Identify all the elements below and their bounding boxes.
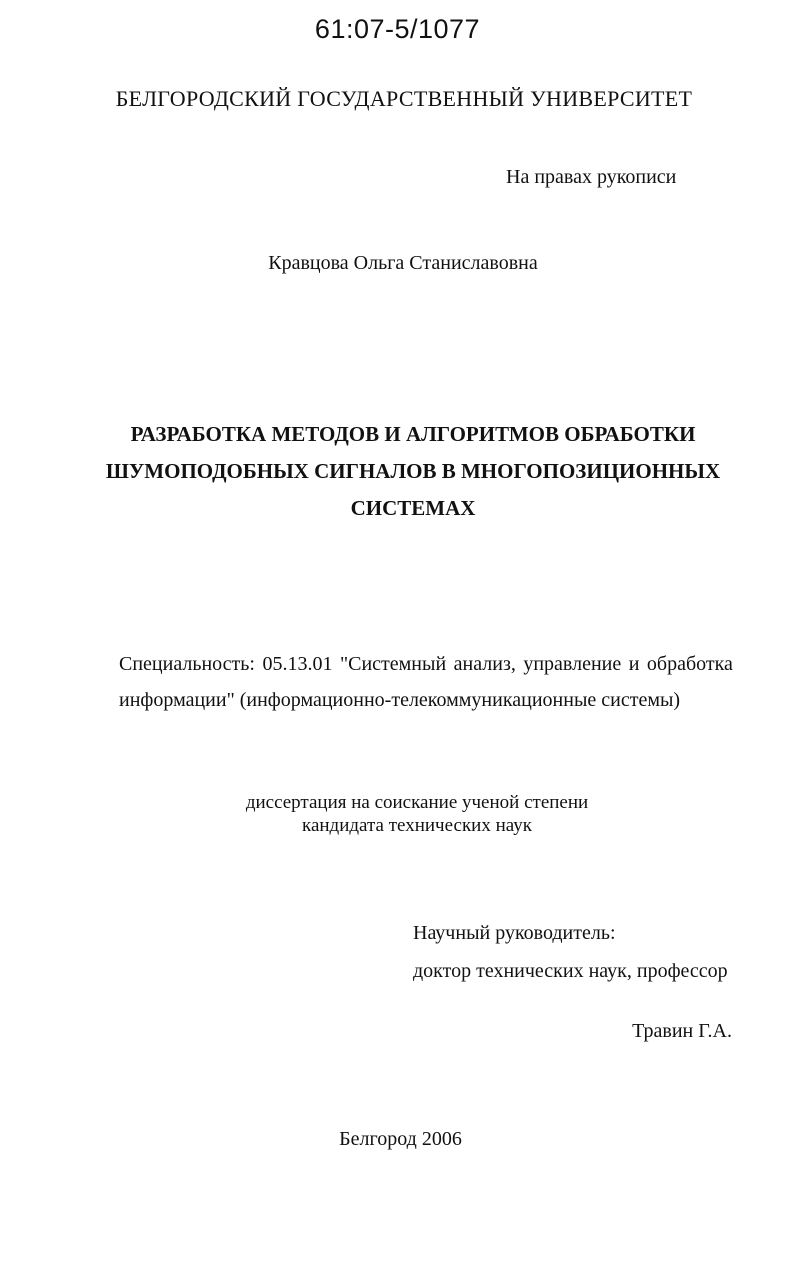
degree-line-2: кандидата технических наук (302, 815, 532, 836)
title-line: ШУМОПОДОБНЫХ СИГНАЛОВ В МНОГОПОЗИЦИОННЫХ (105, 459, 721, 483)
supervisor-label: Научный руководитель: (413, 922, 616, 944)
supervisor-block (413, 914, 728, 990)
title-line: РАЗРАБОТКА МЕТОДОВ И АЛГОРИТМОВ ОБРАБОТКИ (130, 422, 696, 446)
degree-line-1: диссертация на соискание ученой степени (245, 792, 589, 813)
city-year: Белгород 2006 (339, 1128, 462, 1150)
dissertation-title (0, 416, 795, 527)
specialty-word: и (628, 653, 640, 675)
specialty-word: управление (523, 653, 622, 675)
specialty-word: Специальность: (119, 653, 255, 675)
catalog-number: 61:07-5/1077 (314, 14, 481, 44)
specialty-block (119, 646, 733, 718)
title-line: СИСТЕМАХ (350, 496, 476, 520)
specialty-line-2: информации" (информационно-телекоммуникационные системы) (119, 689, 681, 711)
supervisor-name: Травин Г.А. (632, 1020, 732, 1042)
university-name: БЕЛГОРОДСКИЙ ГОСУДАРСТВЕННЫЙ УНИВЕРСИТЕТ (115, 86, 693, 111)
specialty-word: анализ, (453, 653, 516, 675)
author-name: Кравцова Ольга Станиславовна (268, 252, 538, 274)
specialty-word: "Системный (339, 653, 447, 675)
specialty-word: обработка (646, 653, 733, 675)
supervisor-credentials: доктор технических наук, профессор (413, 960, 728, 982)
specialty-line-1 (119, 646, 733, 682)
manuscript-note: На правах рукописи (506, 166, 677, 188)
degree-statement (0, 791, 795, 837)
specialty-word: 05.13.01 (262, 653, 333, 675)
